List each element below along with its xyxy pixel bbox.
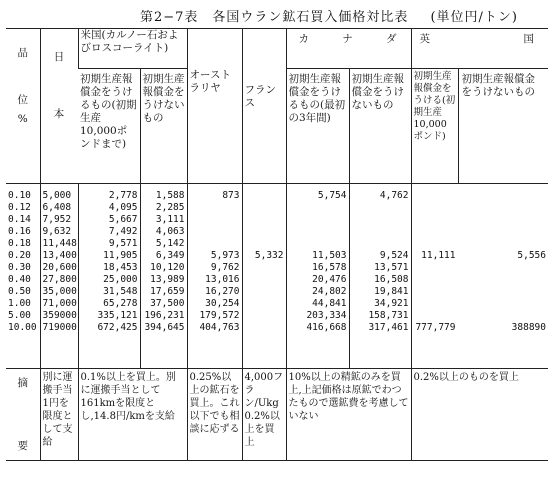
australia-column: 873 5,973 9,762 13,016 16,270 30,254 179,572 404,763	[187, 184, 242, 369]
grade-header-char: 品	[17, 47, 28, 59]
usa2-column: 1,588 2,285 3,111 4,063 5,142 6,349 10,120 13,989 17,659 37,500 196,231 394,645	[140, 184, 187, 369]
grade-header	[6, 29, 40, 184]
canada-note: 10%以上の精鉱のみを買上,上記価格は原鉱でわつたもので選鉱費を考慮していない	[286, 369, 411, 461]
notes-label-char: 摘	[17, 377, 28, 389]
uk-col2-header: 初期生産報償金をうけないもの	[458, 69, 549, 183]
uk1-column: 11,111 777,779	[415, 250, 456, 333]
uk-note: 0.2%以上のものを買上	[411, 369, 548, 461]
canada-header-char: ダ	[386, 33, 397, 45]
canada1-column: 5,754 11,503 16,578 20,476 24,802 44,841 203,334 416,668	[286, 184, 349, 369]
canada-col1-header: 初期生産報償金をうけるもの(最初の3年間)	[286, 69, 349, 184]
grade-column: 0.10 0.12 0.14 0.16 0.18 0.20 0.30 0.40 0.50 1.00 5.00 10.00	[6, 184, 40, 369]
uk-columns	[411, 184, 548, 369]
canada2-column: 4,762 9,524 13,571 16,508 19,841 34,921 158,731 317,461	[349, 184, 411, 369]
grade-header-char: %	[17, 113, 28, 125]
japan-header-char: 本	[53, 108, 65, 120]
france-header: フランス	[242, 29, 286, 184]
australia-note: 0.25%以上の鉱石を買上。これ以下でも相談に応ずる	[187, 369, 242, 461]
canada-col2-header: 初期生産報償金をうけないもの	[349, 69, 411, 184]
japan-header-char: 日	[53, 51, 65, 63]
unit-label: (単位円/トン)	[430, 10, 518, 25]
uk2-column: 5,556 388890	[511, 250, 546, 333]
uk-header-char: 国	[523, 33, 534, 45]
table-title	[140, 6, 518, 25]
japan-column: 5,000 6,408 7,952 9,632 11,448 13,400 20,600 27,800 35,000 71,000 359000 719000	[40, 184, 78, 369]
usa-col1-header: 初期生産報償金をうけるもの(初期生産10,000ポンドまで)	[80, 73, 137, 150]
uk-subheaders	[411, 69, 548, 184]
canada-group-header	[286, 29, 411, 69]
notes-label	[6, 369, 40, 461]
japan-header	[40, 29, 78, 184]
notes-label-char: 要	[17, 440, 28, 452]
usa-col2-header: 初期生産報償金をうけないもの	[140, 69, 187, 184]
usa1-column: 2,778 4,095 5,667 7,492 9,571 11,905 18,453 25,000 31,548 65,278 335,121 672,425	[78, 184, 140, 369]
uranium-price-table	[6, 28, 548, 461]
uk-group-header	[411, 29, 548, 69]
france-column: 5,332	[242, 184, 286, 369]
france-note: 4,000フラン/Ukg 0.2%以上を買上	[242, 369, 286, 461]
usa-group-header: 米国(カルノー石およびロスコーライト)	[78, 29, 187, 69]
australia-header: オーストラリヤ	[187, 29, 242, 184]
title-text: 第2−7表 各国ウラン鉱石買入価格対比表	[140, 10, 409, 25]
grade-header-char: 位	[17, 94, 28, 106]
uk-header-char: 英	[419, 33, 430, 45]
canada-header-char: カ	[298, 33, 309, 45]
japan-note: 別に運搬手当1円を限度として支給	[40, 369, 78, 461]
usa-note: 0.1%以上を買上。別に運搬手当として161kmを限度とし,14.8円/kmを支給	[78, 369, 187, 461]
uk-col1-header: 初期生産報償金をうける(初期生産10,000ポンド)	[413, 71, 456, 142]
canada-header-char: ナ	[342, 33, 353, 45]
